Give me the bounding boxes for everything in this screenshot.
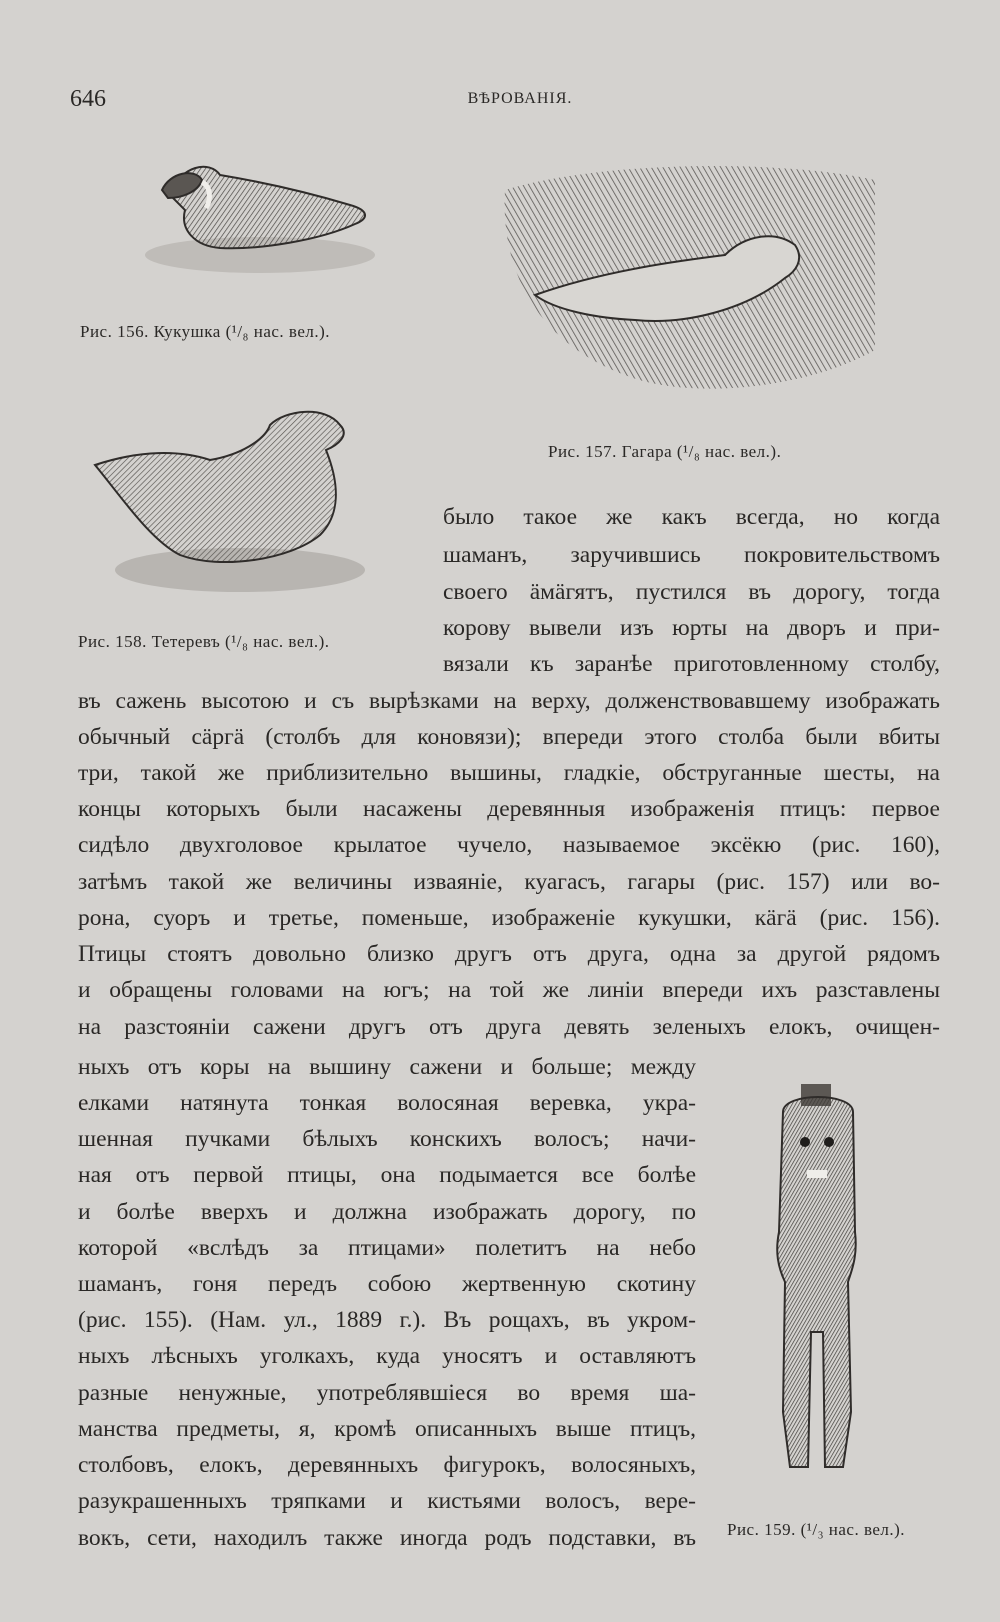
text-line: шаманъ, заручившись покровительствомъ (443, 542, 940, 568)
figure-159-caption: Рис. 159. (¹/₃ нас. вел.). (727, 1520, 906, 1539)
figure-158-caption: Рис. 158. Тетеревъ (¹/₈ нас. вел.). (78, 632, 330, 651)
figure-157-loon-image (485, 160, 880, 405)
text-line: разукрашенныхъ тряпками и кистьями волосъ, вере- (78, 1488, 696, 1514)
text-line: было такое же какъ всегда, но когда (443, 504, 940, 530)
figure-159-wooden-figure-image (763, 1082, 873, 1477)
text-line: корову вывели изъ юрты на дворъ и при- (443, 615, 940, 641)
text-line: и болѣе вверхъ и должна изображать дорогу, по (78, 1199, 696, 1225)
page-number: 646 (70, 86, 106, 112)
text-line: Птицы стоятъ довольно близко другъ отъ друга, одна за другой рядомъ (78, 941, 940, 967)
figure-156-cuckoo-image (140, 150, 390, 280)
text-line: своего ӓмӓгятъ, пустился въ дорогу, тогда (443, 579, 940, 605)
text-line: (рис. 155). (Нам. ул., 1889 г.). Въ рощахъ, въ укром- (78, 1307, 696, 1333)
text-line: столбовъ, елокъ, деревянныхъ фигурокъ, волосяныхъ, (78, 1452, 696, 1478)
text-line: концы которыхъ были насажены деревянныя изображенія птицъ: первое (78, 796, 940, 822)
text-line: ныхъ лѣсныхъ уголкахъ, куда уносятъ и оставляютъ (78, 1343, 696, 1369)
text-line: затѣмъ такой же величины изваяніе, куагасъ, гагары (рис. 157) или во- (78, 869, 940, 895)
text-line: на разстояніи сажени другъ отъ друга девять зеленыхъ елокъ, очищен- (78, 1014, 940, 1040)
text-line: вокъ, сети, находилъ также иногда родъ подставки, въ (78, 1525, 696, 1551)
text-line: рона, суоръ и третье, поменьше, изображеніе кукушки, кӓгӓ (рис. 156). (78, 905, 940, 931)
figure-157-caption: Рис. 157. Гагара (¹/₈ нас. вел.). (548, 442, 782, 461)
figure-158-grouse-image (90, 405, 375, 600)
text-line: которой «вслѣдъ за птицами» полетитъ на небо (78, 1235, 696, 1261)
text-line: вязали къ заранѣе приготовленному столбу, (443, 651, 940, 677)
figure-156-caption: Рис. 156. Кукушка (¹/₈ нас. вел.). (80, 322, 331, 341)
text-line: манства предметы, я, кромѣ описанныхъ выше птицъ, (78, 1416, 696, 1442)
text-line: ная отъ первой птицы, она подымается все болѣе (78, 1162, 696, 1188)
text-line: три, такой же приблизительно вышины, гладкіе, обструганные шесты, на (78, 760, 940, 786)
running-title: ВѢРОВАНІЯ. (467, 90, 573, 107)
text-line: въ сажень высотою и съ вырѣзками на верху, долженствовавшему изображать (78, 688, 940, 714)
text-line: разные ненужные, употреблявшіеся во время ша- (78, 1380, 696, 1406)
text-line: шенная пучками бѣлыхъ конскихъ волосъ; начи- (78, 1126, 696, 1152)
text-line: сидѣло двухголовое крылатое чучело, называемое эксёкю (рис. 160), (78, 832, 940, 858)
text-line: и обращены головами на югъ; на той же линіи впереди ихъ разставлены (78, 977, 940, 1003)
text-line: обычный сӓргӓ (столбъ для коновязи); впереди этого столба были вбиты (78, 724, 940, 750)
text-line: елками натянута тонкая волосяная веревка, укра- (78, 1090, 696, 1116)
text-line: ныхъ отъ коры на вышину сажени и больше; между (78, 1054, 696, 1080)
text-line: шаманъ, гоня передъ собою жертвенную скотину (78, 1271, 696, 1297)
